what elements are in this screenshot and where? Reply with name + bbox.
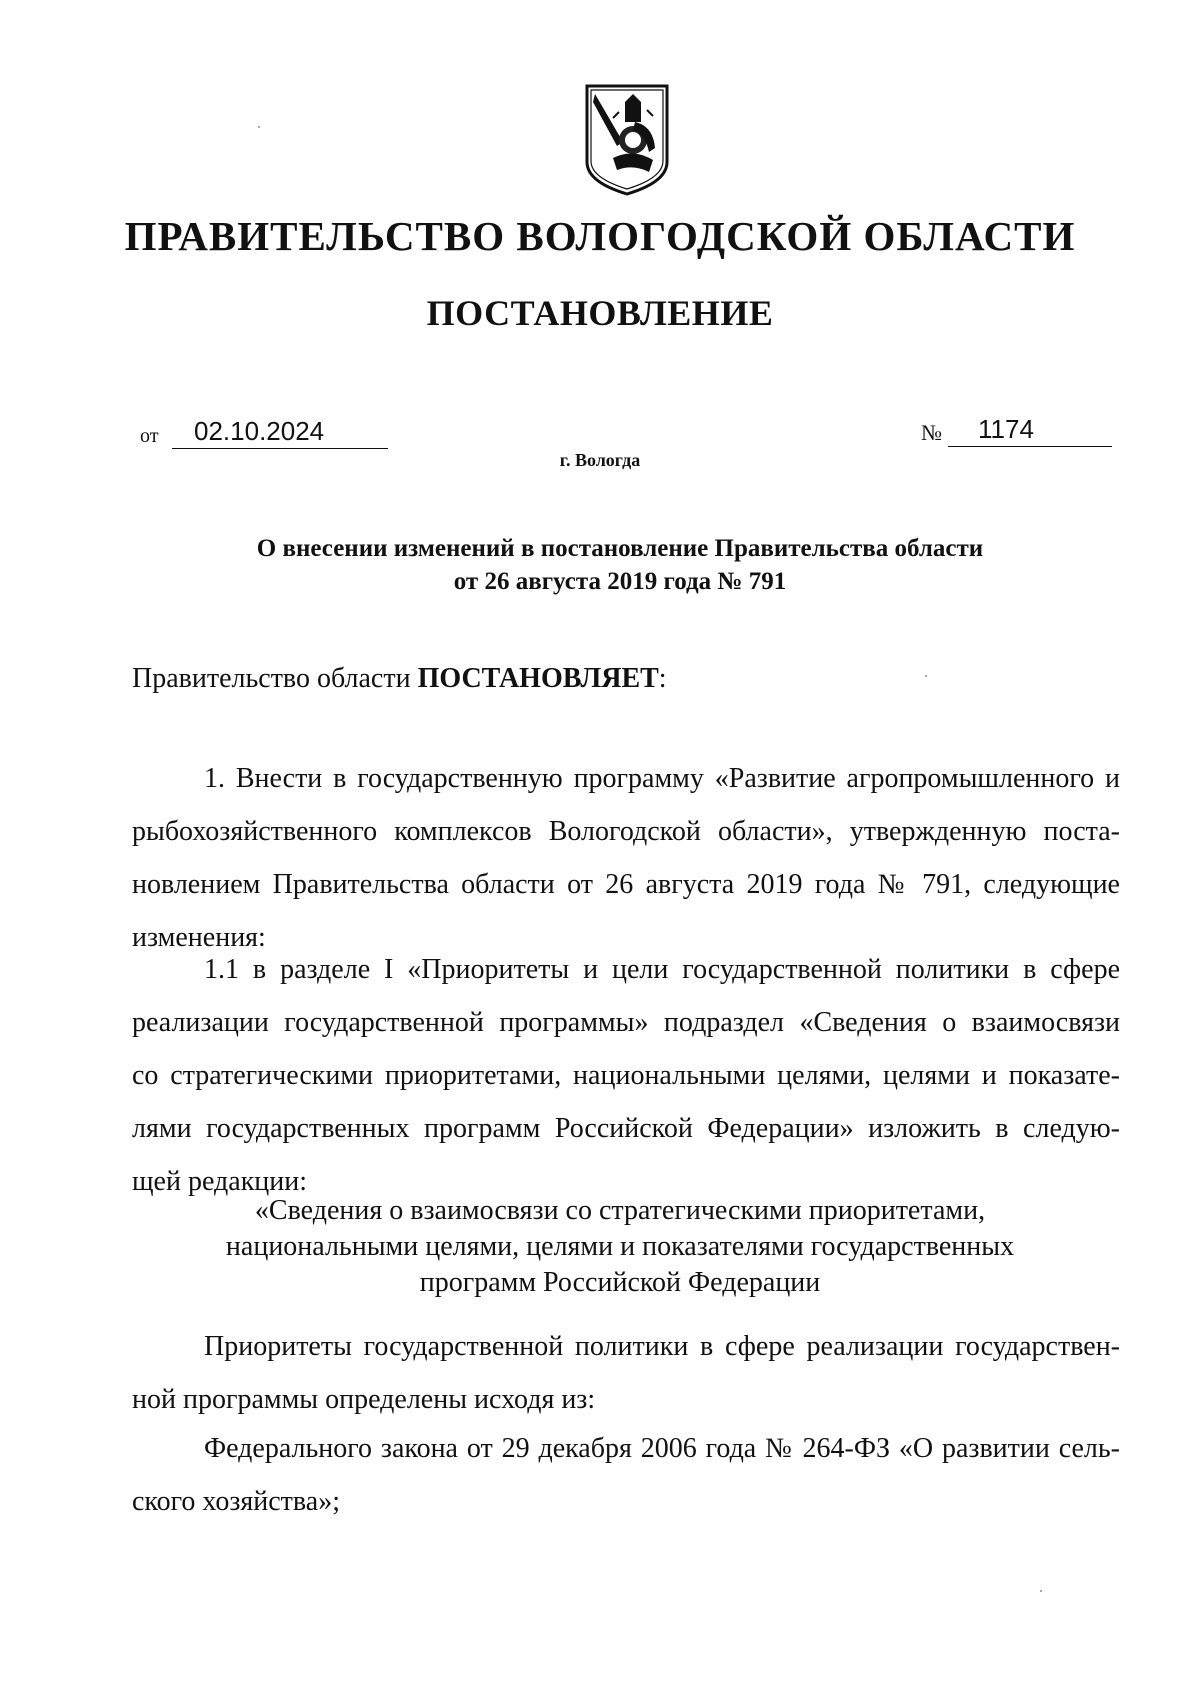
preamble-suffix: :: [658, 663, 667, 694]
paragraph-1: [132, 752, 1120, 964]
text-line: 1. Внести в государственную программу «Развитие агропромышленного и: [204, 763, 1120, 794]
text-line: Федерального закона от 29 декабря 2006 года № 264-ФЗ «О развитии сель-: [204, 1433, 1120, 1464]
preamble: [132, 663, 667, 695]
text-line: реализации государственной программы» подраздел «Сведения о взаимосвязи: [132, 1007, 1120, 1038]
text-line: рыбохозяйственного комплексов Вологодской области», утвержденную поста-: [132, 816, 1120, 847]
date-prefix: от: [140, 425, 159, 447]
scan-speck: [258, 126, 260, 128]
document-date: 02.10.2024: [172, 414, 388, 449]
text-line: изменения:: [132, 922, 266, 953]
subject-line: О внесении изменений в постановление Правительства области: [256, 535, 984, 562]
preamble-emphasis: ПОСТАНОВЛЯЕТ: [417, 663, 659, 694]
quoted-heading: [210, 1193, 1030, 1301]
subject-line: от 26 августа 2019 года № 791: [453, 568, 787, 595]
text-line: «Сведения о взаимосвязи со стратегическими приоритетами,: [254, 1195, 986, 1226]
document-subject: [150, 532, 1090, 598]
city: г. Вологда: [559, 450, 641, 470]
text-line: национальными целями, целями и показателями государственных: [225, 1231, 1015, 1262]
number-prefix: №: [921, 420, 942, 445]
scan-speck: [925, 675, 927, 677]
text-line: новлением Правительства области от 26 августа 2019 года № 791, следующие: [132, 869, 1120, 900]
text-line: со стратегическими приоритетами, национальными целями, целями и показате-: [132, 1060, 1120, 1091]
document-number: 1174: [948, 412, 1112, 447]
document-type: ПОСТАНОВЛЕНИЕ: [426, 293, 774, 333]
paragraph-1-1: [132, 943, 1120, 1208]
scan-speck: [1040, 1590, 1042, 1592]
text-line: 1.1 в разделе I «Приоритеты и цели государственной политики в сфере: [204, 954, 1120, 985]
text-line: лями государственных программ Российской Федерации» изложить в следую-: [132, 1113, 1120, 1144]
text-line: ского хозяйства»;: [132, 1486, 340, 1517]
text-line: Приоритеты государственной политики в сфере реализации государствен-: [204, 1331, 1120, 1362]
text-line: щей редакции:: [132, 1166, 308, 1197]
organization-title: ПРАВИТЕЛЬСТВО ВОЛОГОДСКОЙ ОБЛАСТИ: [124, 213, 1076, 259]
paragraph-federal-law: [132, 1422, 1120, 1528]
coat-of-arms-icon: [583, 82, 671, 200]
text-line: программ Российской Федерации: [419, 1267, 821, 1298]
preamble-text: Правительство области: [132, 663, 418, 694]
text-line: ной программы определены исходя из:: [132, 1384, 596, 1415]
paragraph-priorities: [132, 1320, 1120, 1426]
